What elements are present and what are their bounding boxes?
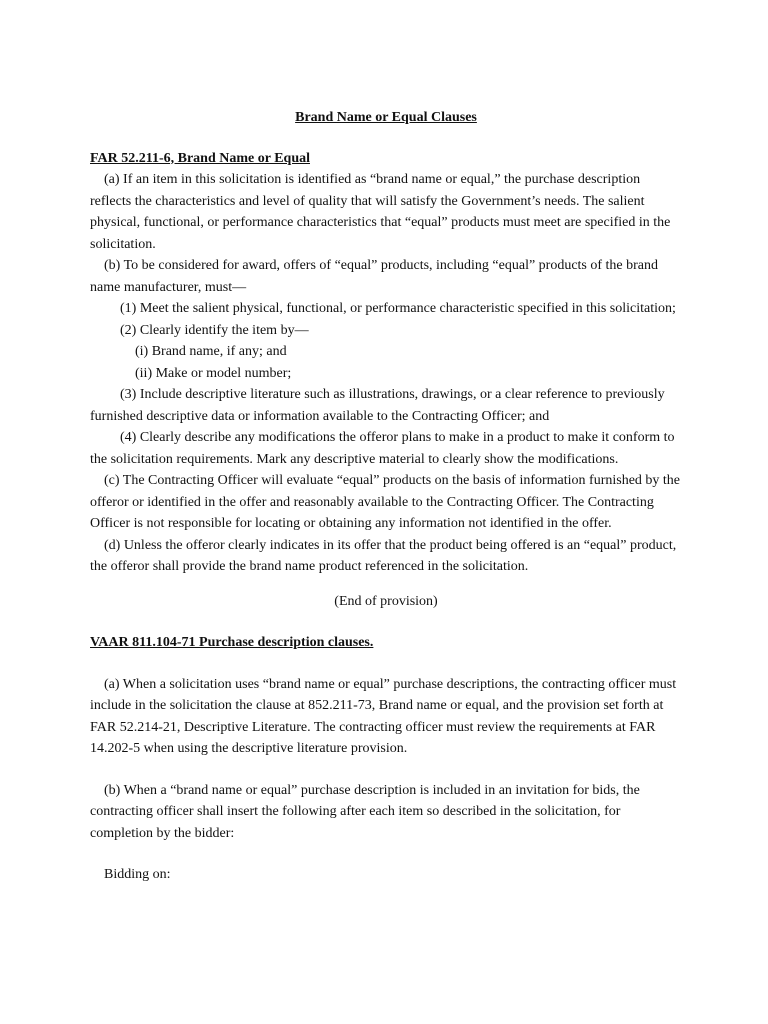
far-item-b3: (3) Include descriptive literature such as illustrations, drawings, or a clear reference to previously furnished descriptive data or information available to the Contracting Officer; and xyxy=(90,387,665,424)
bidding-on-label: Bidding on: xyxy=(104,867,171,882)
end-of-provision: (End of provision) xyxy=(334,593,438,609)
far-paragraph-d: (d) Unless the offeror clearly indicates in its offer that the product being offered is an “equal” product, the offeror shall provide the brand name product referenced in the solicitation. xyxy=(90,537,677,574)
document-page xyxy=(90,107,682,886)
far-paragraph-b: (b) To be considered for award, offers of “equal” products, including “equal” products of the brand name manufacturer, must— xyxy=(90,258,659,295)
far-item-b2: (2) Clearly identify the item by— xyxy=(120,322,309,338)
vaar-heading: VAAR 811.104-71 Purchase description clauses. xyxy=(90,635,374,650)
far-paragraph-c: (c) The Contracting Officer will evaluate “equal” products on the basis of information furnished by the offeror or identified in the offer and reasonably available to the Contracting Officer. The Contracting Officer is not responsible for locating or obtaining any information not identified in the offer. xyxy=(90,473,681,531)
far-item-b4: (4) Clearly describe any modifications the offeror plans to make in a product to make it conform to the solicitation requirements. Mark any descriptive material to clearly show the modifications. xyxy=(90,430,675,467)
far-item-b2-i: (i) Brand name, if any; and xyxy=(135,344,287,359)
document-title: Brand Name or Equal Clauses xyxy=(295,110,477,125)
vaar-paragraph-b: (b) When a “brand name or equal” purchase description is included in an invitation for bids, the contracting officer shall insert the following after each item so described in the solicitation, for completion by the bidder: xyxy=(90,782,640,841)
vaar-paragraph-a: (a) When a solicitation uses “brand name or equal” purchase descriptions, the contracting officer must include in the solicitation the clause at 852.211-73, Brand name or equal, and the provision set forth at FAR 52.214-21, Descriptive Literature. The contracting officer must review the requirements at FAR 14.202-5 when using the descriptive literature provision. xyxy=(90,676,677,756)
far-item-b2-ii: (ii) Make or model number; xyxy=(135,365,292,381)
far-paragraph-a: (a) If an item in this solicitation is identified as “brand name or equal,” the purchase description reflects the characteristics and level of quality that will satisfy the Government’s needs. The salient physical, functional, or performance characteristics that “equal” products must meet are specified in the solicitation. xyxy=(90,172,671,252)
far-item-b1: (1) Meet the salient physical, functional, or performance characteristic specified in this solicitation; xyxy=(120,301,676,316)
far-heading: FAR 52.211-6, Brand Name or Equal xyxy=(90,150,310,166)
